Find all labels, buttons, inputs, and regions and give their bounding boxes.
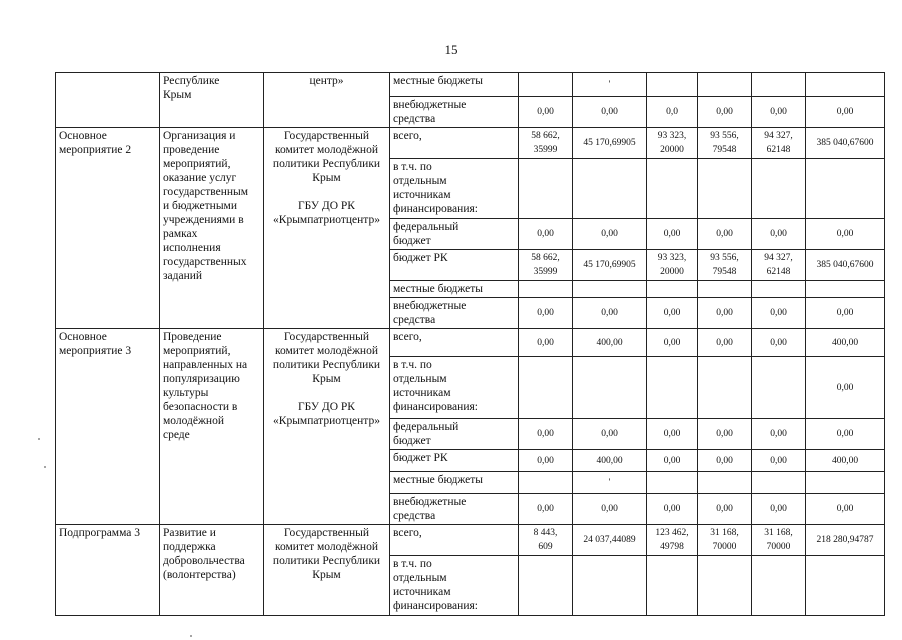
amount-cell: 0,00 (573, 419, 647, 450)
amount-cell (519, 472, 573, 494)
amount-cell (698, 357, 752, 419)
amount-cell: 400,00 (806, 450, 885, 472)
funding-source-label: федеральный бюджет (390, 419, 519, 450)
amount-cell: 385 040,67600 (806, 128, 885, 159)
amount-cell: 0,00 (519, 298, 573, 329)
amount-cell: 0,00 (752, 97, 806, 128)
funding-source-label: всего, (390, 128, 519, 159)
amount-cell: 93 556, 79548 (698, 250, 752, 281)
amount-cell: 0,00 (752, 219, 806, 250)
funding-source-label: внебюджетные средства (390, 298, 519, 329)
scan-mark (38, 438, 40, 440)
amount-cell: 0,00 (647, 219, 698, 250)
measure-name: Основное мероприятие 2 (56, 128, 160, 329)
amount-cell (647, 472, 698, 494)
amount-cell: 8 443, 609 (519, 525, 573, 556)
amount-cell: 58 662, 35999 (519, 250, 573, 281)
amount-cell (752, 472, 806, 494)
amount-cell: 0,00 (519, 450, 573, 472)
amount-cell (573, 357, 647, 419)
amount-cell (519, 281, 573, 298)
amount-cell: 24 037,44089 (573, 525, 647, 556)
amount-cell (698, 556, 752, 616)
measure-name: Подпрограмма 3 (56, 525, 160, 616)
amount-cell (647, 159, 698, 219)
amount-cell (647, 73, 698, 97)
amount-cell: 400,00 (806, 329, 885, 357)
amount-cell: 93 556, 79548 (698, 128, 752, 159)
executor: Государственный комитет молодёжной политики Республики Крым (264, 525, 390, 616)
funding-source-label: в т.ч. по отдельным источникам финансирования: (390, 556, 519, 616)
amount-cell: 0,00 (519, 97, 573, 128)
amount-cell: 0,00 (698, 219, 752, 250)
amount-cell: 0,00 (752, 298, 806, 329)
amount-cell: 31 168, 70000 (698, 525, 752, 556)
amount-cell: 31 168, 70000 (752, 525, 806, 556)
amount-cell: 0,00 (573, 219, 647, 250)
amount-cell (698, 159, 752, 219)
funding-source-label: всего, (390, 525, 519, 556)
table-row (56, 525, 885, 556)
amount-cell: 0,00 (806, 357, 885, 419)
scan-mark (44, 466, 46, 468)
amount-cell: 0,00 (806, 494, 885, 525)
funding-source-label: бюджет РК (390, 450, 519, 472)
amount-cell (752, 73, 806, 97)
amount-cell: 0,00 (698, 419, 752, 450)
amount-cell: 0,00 (519, 494, 573, 525)
funding-source-label: внебюджетные средства (390, 97, 519, 128)
table-row (56, 128, 885, 159)
amount-cell: 94 327, 62148 (752, 250, 806, 281)
amount-cell: ' (573, 472, 647, 494)
amount-cell: 0,00 (647, 298, 698, 329)
funding-source-label: федеральный бюджет (390, 219, 519, 250)
amount-cell: 0,00 (752, 494, 806, 525)
page-number: 15 (444, 42, 458, 57)
funding-source-label: местные бюджеты (390, 472, 519, 494)
scan-mark (190, 635, 192, 637)
amount-cell: 0,00 (519, 329, 573, 357)
measure-description: Организация и проведение мероприятий, оказание услуг государственным и бюджетными учреждениями в рамках исполнения государственных заданий (160, 128, 264, 329)
table-row (56, 329, 885, 357)
amount-cell: 0,00 (647, 494, 698, 525)
funding-source-label: в т.ч. по отдельным источникам финансирования: (390, 159, 519, 219)
executor: Государственный комитет молодёжной политики Республики Крым ГБУ ДО РК «Крымпатриотцентр» (264, 128, 390, 329)
amount-cell (698, 472, 752, 494)
funding-source-label: местные бюджеты (390, 281, 519, 298)
amount-cell: 45 170,69905 (573, 128, 647, 159)
amount-cell: 0,00 (752, 419, 806, 450)
amount-cell: 0,00 (573, 494, 647, 525)
amount-cell (806, 472, 885, 494)
funding-source-label: местные бюджеты (390, 73, 519, 97)
amount-cell: 0,00 (698, 494, 752, 525)
amount-cell (519, 159, 573, 219)
amount-cell (519, 556, 573, 616)
measure-description: Республике Крым (160, 73, 264, 128)
amount-cell (806, 556, 885, 616)
amount-cell: 218 280,94787 (806, 525, 885, 556)
executor: центр» (264, 73, 390, 128)
amount-cell (519, 357, 573, 419)
table-row (56, 73, 885, 97)
amount-cell: 93 323, 20000 (647, 128, 698, 159)
amount-cell (752, 281, 806, 298)
amount-cell: 0,00 (647, 329, 698, 357)
amount-cell: 0,00 (806, 419, 885, 450)
amount-cell: 123 462, 49798 (647, 525, 698, 556)
amount-cell: 385 040,67600 (806, 250, 885, 281)
amount-cell (698, 73, 752, 97)
amount-cell (698, 281, 752, 298)
amount-cell: 0,00 (806, 97, 885, 128)
amount-cell (573, 159, 647, 219)
funding-source-label: в т.ч. по отдельным источникам финансирования: (390, 357, 519, 419)
amount-cell (647, 556, 698, 616)
measure-description: Развитие и поддержка добровольчества (волонтерства) (160, 525, 264, 616)
amount-cell: 400,00 (573, 329, 647, 357)
amount-cell: 0,00 (698, 450, 752, 472)
amount-cell: 0,00 (647, 450, 698, 472)
amount-cell: 0,00 (806, 298, 885, 329)
amount-cell: 0,00 (519, 219, 573, 250)
amount-cell: 58 662, 35999 (519, 128, 573, 159)
amount-cell: 45 170,69905 (573, 250, 647, 281)
executor: Государственный комитет молодёжной политики Республики Крым ГБУ ДО РК «Крымпатриотцентр» (264, 329, 390, 525)
funding-source-label: внебюджетные средства (390, 494, 519, 525)
amount-cell (752, 556, 806, 616)
amount-cell (573, 281, 647, 298)
amount-cell (519, 73, 573, 97)
measure-name (56, 73, 160, 128)
amount-cell: 0,00 (698, 298, 752, 329)
amount-cell (752, 159, 806, 219)
amount-cell: 0,0 (647, 97, 698, 128)
amount-cell: 0,00 (519, 419, 573, 450)
amount-cell: 400,00 (573, 450, 647, 472)
amount-cell: 0,00 (573, 97, 647, 128)
amount-cell: 0,00 (806, 219, 885, 250)
funding-source-label: всего, (390, 329, 519, 357)
amount-cell: 0,00 (752, 329, 806, 357)
measure-name: Основное мероприятие 3 (56, 329, 160, 525)
financing-table (55, 72, 885, 616)
amount-cell (647, 281, 698, 298)
amount-cell (806, 73, 885, 97)
amount-cell: ' (573, 73, 647, 97)
amount-cell: 0,00 (698, 97, 752, 128)
amount-cell (806, 281, 885, 298)
amount-cell (647, 357, 698, 419)
amount-cell: 0,00 (698, 329, 752, 357)
amount-cell (752, 357, 806, 419)
funding-source-label: бюджет РК (390, 250, 519, 281)
amount-cell (573, 556, 647, 616)
measure-description: Проведение мероприятий, направленных на популяризацию культуры безопасности в молодёжной среде (160, 329, 264, 525)
amount-cell: 0,00 (752, 450, 806, 472)
amount-cell: 0,00 (573, 298, 647, 329)
amount-cell (806, 159, 885, 219)
amount-cell: 93 323, 20000 (647, 250, 698, 281)
amount-cell: 0,00 (647, 419, 698, 450)
amount-cell: 94 327, 62148 (752, 128, 806, 159)
